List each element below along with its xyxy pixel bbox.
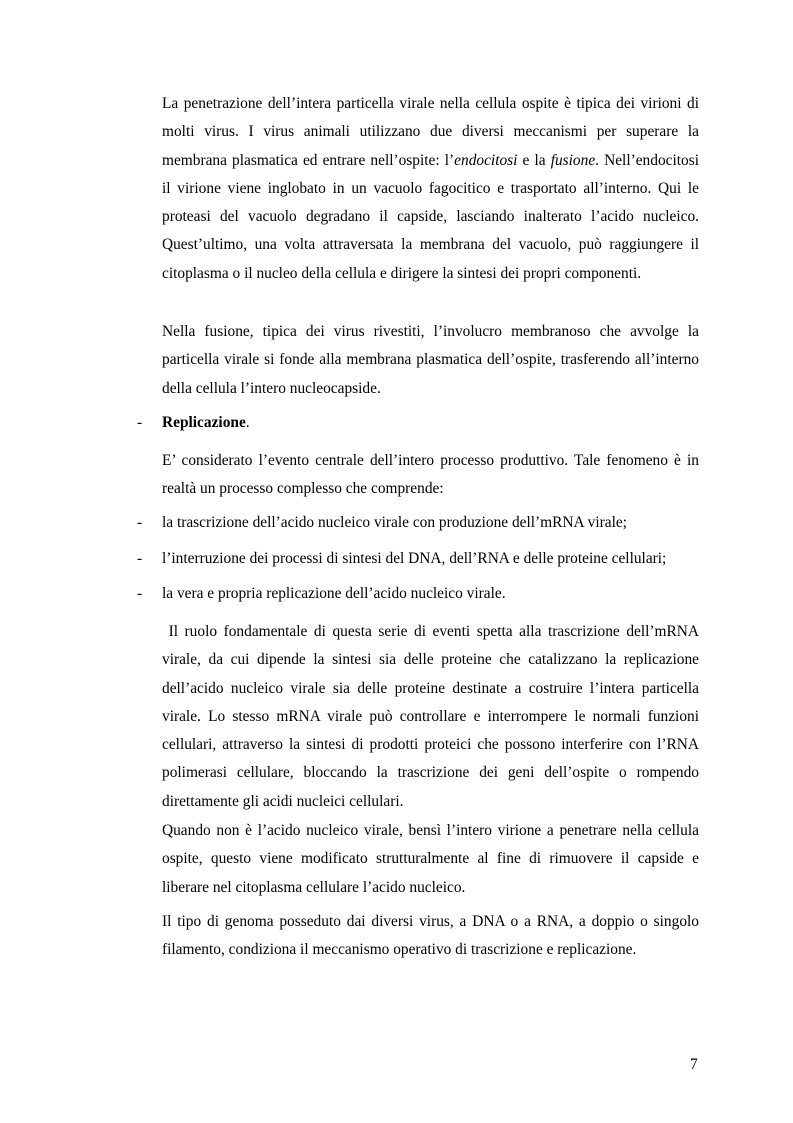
paragraph-genoma: Il tipo di genoma posseduto dai diversi virus, a DNA o a RNA, a doppio o singolo filamento, condiziona il meccanismo operativo di trascrizione e replicazione. bbox=[162, 913, 699, 959]
paragraph-penetrazione-text-3: . Nell’endocitosi il virione viene inglobato in un vacuolo fagocitico e trasportato all’interno. Qui le proteasi del vacuolo degradano il capside, lasciando inalterato l’acido nucleico. Quest’ultimo, una volta attraversata la membrana del vacuolo, può raggiungere il citoplasma o il nucleo della cellula e dirigere la sintesi dei propri componenti. bbox=[162, 151, 699, 282]
list-dash: - bbox=[137, 585, 143, 602]
list-item-text: l’interruzione dei processi di sintesi del DNA, dell’RNA e delle proteine cellulari; bbox=[162, 550, 667, 567]
paragraph-fusione: Nella fusione, tipica dei virus rivestiti, l’involucro membranoso che avvolge la particella virale si fonde alla membrana plasmatica dell’ospite, trasferendo all’interno della cellula l’intero nucleocapside. bbox=[162, 323, 699, 397]
list-dash: - bbox=[137, 550, 143, 567]
paragraph-virione: Quando non è l’acido nucleico virale, bensì l’intero virione a penetrare nella cellula ospite, questo viene modificato strutturalmente al fine di rimuovere il capside e liberare nel citoplasma cellulare l’acido nucleico. bbox=[162, 822, 699, 896]
paragraph-penetrazione-text-2: e la bbox=[517, 151, 551, 169]
heading-text bbox=[162, 409, 250, 437]
list-dash: - bbox=[137, 514, 143, 531]
term-endocitosi: endocitosi bbox=[454, 151, 518, 169]
term-fusione: fusione bbox=[550, 151, 596, 169]
page-number: 7 bbox=[690, 1056, 698, 1073]
list-item-text: la trascrizione dell’acido nucleico virale con produzione dell’mRNA virale; bbox=[162, 514, 627, 531]
paragraph-ruolo-fondamentale: Il ruolo fondamentale di questa serie di eventi spetta alla trascrizione dell’mRNA virale, da cui dipende la sintesi sia delle proteine che catalizzano la replicazione dell’acido nucleico virale sia delle proteine destinate a costruire l’intera particella virale. Lo stesso mRNA virale può controllare e interrompere le normali funzioni cellulari, attraverso la sintesi di prodotti proteici che possono interferire con l’RNA polimerasi cellulare, bloccando la trascrizione dei geni dell’ospite o rompendo direttamente gli acidi nucleici cellulari. bbox=[162, 623, 699, 810]
list-item-text: la vera e propria replicazione dell’acido nucleico virale. bbox=[162, 585, 506, 602]
heading-suffix: . bbox=[245, 414, 250, 431]
paragraph-evento-centrale: E’ considerato l’evento centrale dell’intero processo produttivo. Tale fenomeno è in realtà un processo complesso che comprende: bbox=[162, 452, 699, 498]
paragraph-penetrazione bbox=[162, 90, 699, 288]
heading-title: Replicazione bbox=[162, 414, 246, 431]
paragraph-penetrazione-text-1: La penetrazione dell’intera particella virale nella cellula ospite è tipica dei virioni di molti virus. I virus animali utilizzano due diversi meccanismi per superare la membrana plasmatica ed entrare nell’ospite: l’ bbox=[162, 95, 699, 169]
heading-dash: - bbox=[137, 414, 143, 431]
